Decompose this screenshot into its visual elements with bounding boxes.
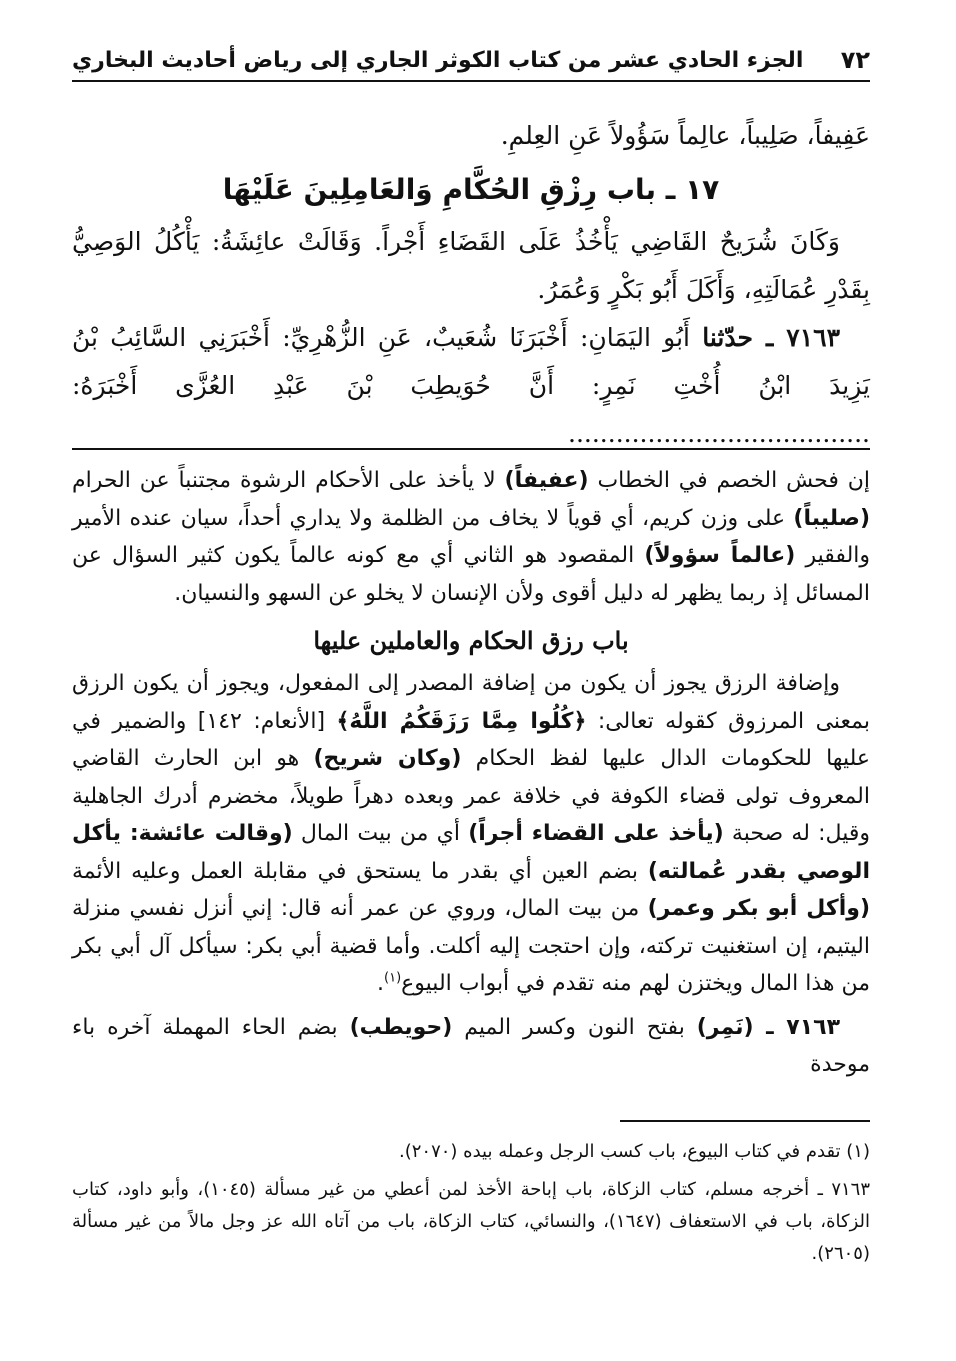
text-run: . — [377, 971, 385, 996]
commentary-paragraph — [72, 1009, 870, 1084]
quoted-term: (صليباً) — [793, 505, 870, 531]
quoted-term: (حويطب) — [349, 1014, 453, 1040]
footnote-reference[interactable]: (١) — [384, 970, 402, 986]
commentary — [72, 462, 870, 1084]
text-run: بضم الحاء المهملة آخره باء موحدة — [72, 1014, 870, 1077]
chapter-heading: ١٧ ـ باب رِزْقِ الحُكَّامِ وَالعَامِلِينَ عَلَيْهَا — [222, 173, 720, 206]
footnotes — [72, 1136, 870, 1270]
text-run: من بيت المال، وروي عن عمر أنه قال: إني أنزل نفسي منزلة اليتيم، إن استغنيت تركته، وإن احتجت إليه أكلت. وأما قضية أبي بكر: سيأكل آل أبي بكر من هذا المال ويختزن لهم منه تقدم في أبواب البيوع — [72, 896, 870, 996]
quoted-term: (نَمِر) — [696, 1014, 754, 1040]
book-title: الجزء الحادي عشر من كتاب الكوثر الجاري إلى رياض أحاديث البخاري — [72, 47, 804, 73]
text-run: [الأنعام: ١٤٢] والضمير في عليها للحكومات الدال عليها لفظ الحكام — [72, 708, 870, 771]
text-run: لا يأخذ على الأحكام الرشوة مجتنباً عن الحرام — [72, 468, 505, 493]
running-header — [72, 40, 870, 82]
text-run: على وزن كريم، أي قوياً لا يخاف من الظلمة ولا يداري أحداً، سيان عنده الأمير والفقير — [72, 505, 871, 568]
quran-quote: ﴿كُلُوا مِمَّا رَزَقَكُمُ اللَّهُ﴾ — [336, 708, 587, 734]
matn-text — [72, 112, 870, 458]
text-run: هو ابن الحارث القاضي المعروف تولى قضاء الكوفة في خلافة عمر وبعده دهراً طويلاً، مخضرم أدرك الجاهلية وقيل: له صحبة — [72, 746, 870, 846]
text-run: أي من بيت المال — [292, 821, 469, 846]
commentary-paragraph — [72, 462, 870, 612]
commentary-paragraph — [72, 665, 870, 1003]
matn-continuation-line: عَفِيفاً، صَلِيباً، عالِماً سَؤُولاً عَنِ العِلمِ. — [500, 121, 870, 150]
text-run: بضم العين أي بقدر ما يستحق في مقابلة العمل وعليه الأئمة — [72, 858, 648, 884]
ellipsis: ...................................... — [568, 419, 870, 448]
page — [72, 0, 870, 1361]
commentary-heading: باب رزق الحكام والعاملين عليها — [313, 626, 629, 655]
matn-separator — [72, 448, 870, 450]
text-run: إن فحش الخصم في الخطاب — [588, 468, 871, 493]
quoted-term: (وكان شريح) — [313, 746, 462, 771]
footnote-2: ٧١٦٣ ـ أخرجه مسلم، كتاب الزكاة، باب إباحة الأخذ لمن أعطي من غير مسألة (١٠٤٥)، وأبو داود، كتاب الزكاة، باب في الاستعفاف (١٦٤٧)، والنسائي، كتاب الزكاة، باب من آتاه الله عز وجل مالاً من غير مسألة (٢٦٠٥). — [72, 1179, 870, 1264]
text-run: بفتح النون وكسر الميم — [452, 1014, 697, 1040]
footnote-separator — [620, 1120, 870, 1122]
quoted-term: (عفيفاً) — [504, 468, 589, 493]
page-number: ٧٢ — [840, 46, 870, 74]
hadith-paragraph — [72, 314, 870, 458]
matn-paragraph: وَكَانَ شُرَيحٌ القَاضِي يَأْخُذُ عَلَى القَضَاءِ أَجْراً. وَقَالَتْ عائِشَةُ: يَأْكُلُ الوَصِيُّ بِقَدْرِ عُمَالَتِهِ، وَأَكَلَ أَبُو بَكْرٍ وَعُمَرُ. — [72, 227, 870, 304]
hadith-number: ٧١٦٣ ـ — [753, 1014, 840, 1040]
text-run: وإضافة الرزق يجوز أن يكون من إضافة المصدر إلى المفعول، ويجوز أن يكون الرزق بمعنى المرزوق كقوله تعالى: — [72, 671, 870, 734]
footnote-1: (١) تقدم في كتاب البيوع، باب كسب الرجل وعمله بيده (٢٠٧٠). — [398, 1141, 870, 1162]
quoted-term: (وقالت عائشة: يأكل الوصي بقدر عُمالته) — [72, 821, 870, 884]
hadith-number: ٧١٦٣ ـ حدّثنا — [702, 323, 840, 352]
hadith-text: أَبُو اليَمَانِ: أَخْبَرَنَا شُعَيبٌ، عَنِ الزُّهْرِيِّ: أَخْبَرَنِي السَّائِبُ بْنُ يَزِيدَ ابْنُ أُخْتِ نَمِرٍ: أَنَّ حُوَيطِبَ بْنَ عَبْدِ العُزَّى أَخْبَرَهُ: — [72, 323, 870, 400]
quoted-term: (وأكل أبو بكر وعمر) — [647, 896, 870, 921]
quoted-term: (عالماً سؤولاً) — [644, 543, 796, 568]
quoted-term: (يأخذ على القضاء أجراً) — [468, 821, 724, 846]
text-run: المقصود هو الثاني أي مع كونه عالماً يكون كثير السؤال عن المسائل إذ ربما يظهر له دليل أقوى ولأن الإنسان لا يخلو عن السهو والنسيان. — [72, 543, 870, 606]
